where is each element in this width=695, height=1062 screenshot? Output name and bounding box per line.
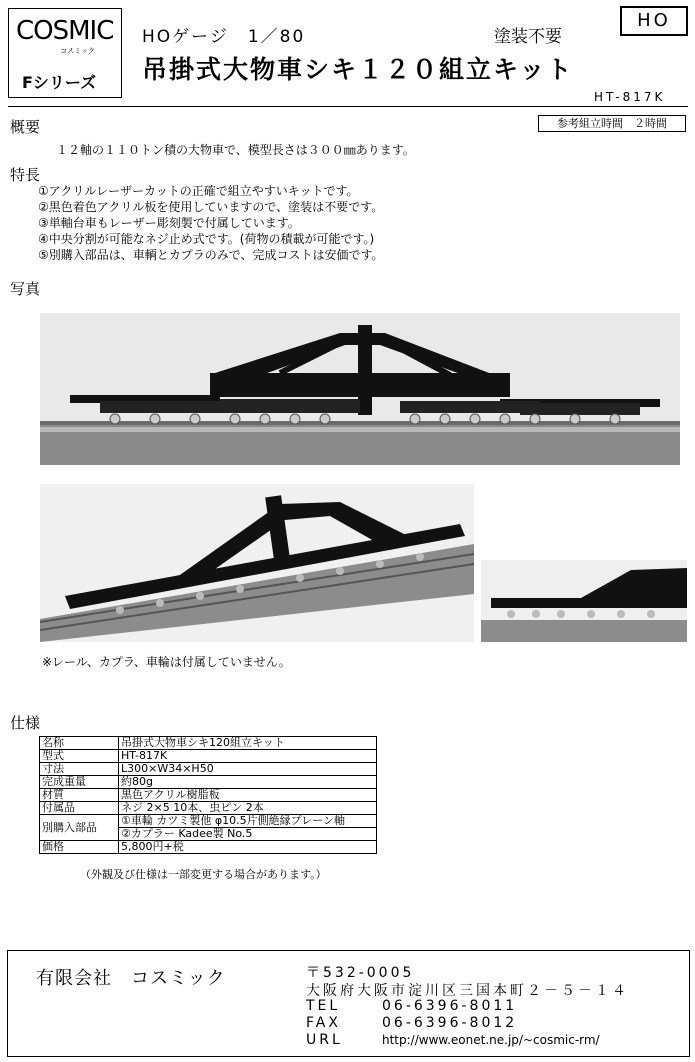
spec-key: 材質: [40, 789, 119, 802]
spec-key: 型式: [40, 750, 119, 763]
postal-code: 〒532-0005: [306, 965, 415, 981]
header-divider: [8, 106, 688, 107]
assembly-time-badge: 参考組立時間 ２時間: [538, 115, 686, 132]
spec-key: 価格: [40, 841, 119, 854]
logo: COSMIC: [16, 16, 114, 46]
table-row: [40, 776, 377, 789]
address: 大阪府大阪市淀川区三国本町２－５－１４: [306, 983, 629, 999]
spec-value: 5,800円+税: [119, 841, 377, 854]
spec-key: 寸法: [40, 763, 119, 776]
fax-number: 06-6396-8012: [382, 1015, 518, 1031]
spec-heading: 仕様: [10, 714, 41, 732]
series-label: Fシリーズ: [22, 73, 97, 92]
features-heading: 特長: [10, 166, 41, 184]
feature-item-5: ⑤別購入部品は、車輌とカプラのみで、完成コストは安価です。: [38, 248, 384, 262]
photo-side-view: [40, 313, 680, 465]
spec-table: [39, 736, 377, 854]
spec-value: ①車輪 カツミ製他 φ10.5片側絶縁プレーン軸: [119, 815, 377, 828]
spec-value: ②カプラー Kadee製 No.5: [119, 828, 377, 841]
photos-heading: 写真: [10, 280, 41, 298]
feature-item-3: ③単軸台車もレーザー彫刻製で付属しています。: [38, 216, 300, 230]
table-row: [40, 815, 377, 828]
spec-value: 吊掛式大物車シキ120組立キット: [119, 737, 377, 750]
feature-item-1: ①アクリルレーザーカットの正確で組立やすいキットです。: [38, 184, 359, 198]
spec-value: HT-817K: [119, 750, 377, 763]
tel-number: 06-6396-8011: [382, 998, 518, 1014]
gauge-badge: HO: [620, 6, 688, 36]
table-row: [40, 737, 377, 750]
feature-item-4: ④中央分割が可能なネジ止め式です。(荷物の積載が可能です。): [38, 232, 375, 246]
table-row: [40, 750, 377, 763]
spec-key: 付属品: [40, 802, 119, 815]
spec-value: ネジ 2×5 10本、虫ピン 2本: [119, 802, 377, 815]
scale-label: HOゲージ 1／80: [142, 27, 306, 47]
table-row: [40, 789, 377, 802]
spec-key: 完成重量: [40, 776, 119, 789]
tel-label: TEL: [306, 998, 341, 1014]
spec-key: 別購入部品: [40, 815, 119, 841]
table-row: [40, 841, 377, 854]
feature-item-2: ②黒色着色アクリル板を使用していますので、塗装は不要です。: [38, 200, 384, 214]
overview-heading: 概要: [10, 118, 41, 136]
photo-note: ※レール、カプラ、車輪は付属していません。: [42, 655, 291, 669]
table-row: [40, 763, 377, 776]
spec-key: 名称: [40, 737, 119, 750]
url-label: URL: [306, 1032, 343, 1048]
spec-note: （外観及び仕様は一部変更する場合があります。）: [80, 868, 327, 881]
spec-value: 黒色アクリル樹脂板: [119, 789, 377, 802]
company-name: 有限会社 コスミック: [36, 968, 226, 989]
page-title: 吊掛式大物車シキ１２０組立キット: [142, 55, 574, 84]
url-link[interactable]: http://www.eonet.ne.jp/~cosmic-rm/: [382, 1033, 600, 1047]
overview-text: １２軸の１１０トン積の大物車で、模型長さは３００㎜あります。: [56, 143, 415, 157]
logo-subtext: コスミック: [60, 47, 95, 55]
spec-value: 約80g: [119, 776, 377, 789]
fax-label: FAX: [306, 1015, 341, 1031]
photo-angled-view: [40, 484, 474, 642]
paint-label: 塗装不要: [494, 27, 562, 47]
product-code: HT-817K: [594, 90, 666, 104]
spec-value: L300×W34×H50: [119, 763, 377, 776]
table-row: [40, 802, 377, 815]
photo-end-view: [481, 560, 687, 642]
